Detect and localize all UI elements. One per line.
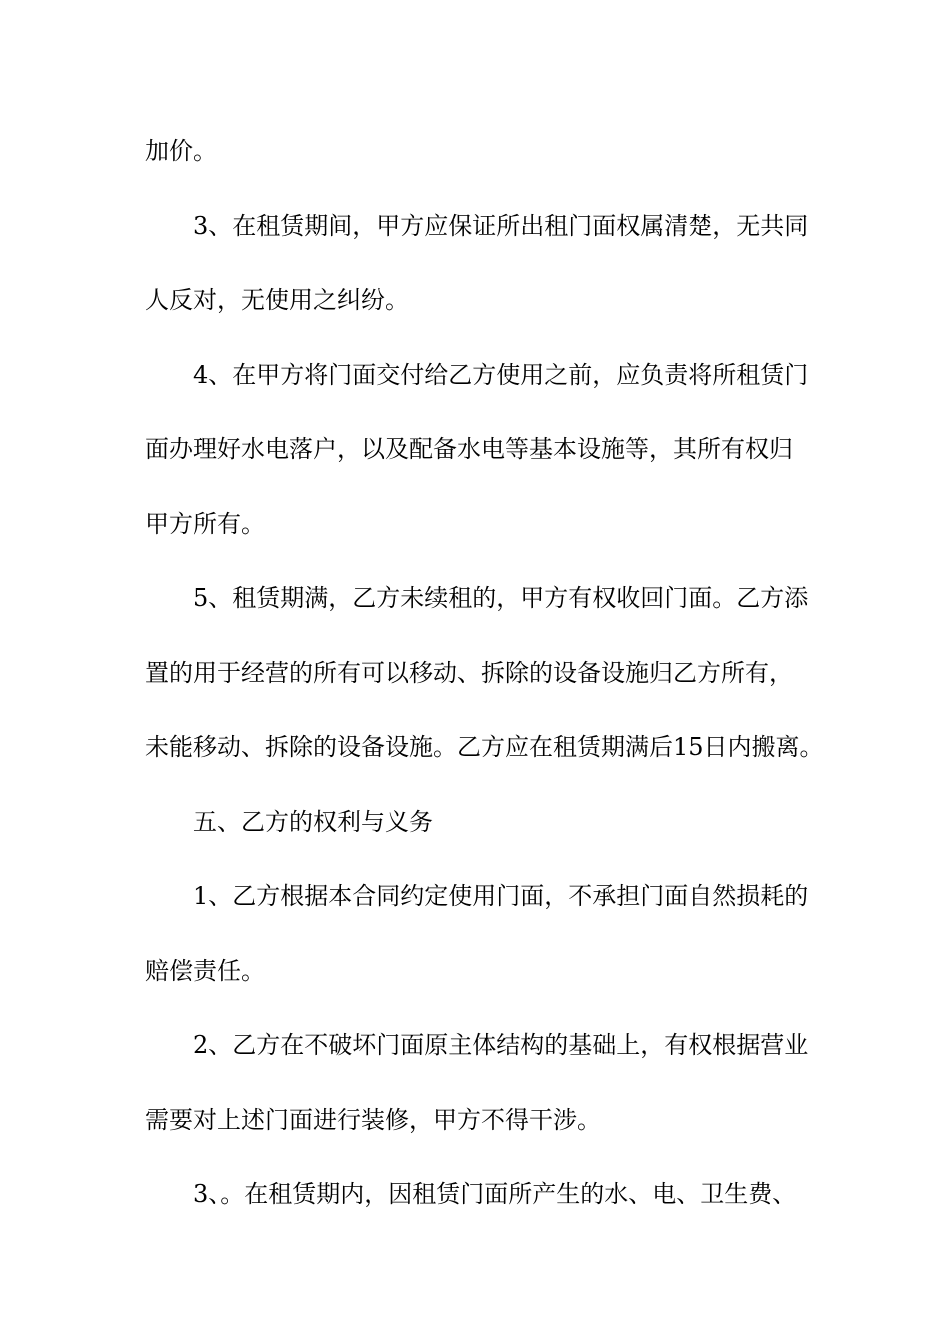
text-line: 需要对上述门面进行装修，甲方不得干涉。: [145, 1106, 601, 1134]
text-line: 未能移动、拆除的设备设施。乙方应在租赁期满后15日内搬离。: [145, 733, 824, 761]
text-line: 面办理好水电落户，以及配备水电等基本设施等，其所有权归: [145, 435, 793, 463]
text-line: 3、在租赁期间，甲方应保证所出租门面权属清楚，无共同: [193, 212, 809, 240]
text-line: 3、。在租赁期内，因租赁门面所产生的水、电、卫生费、: [193, 1180, 797, 1208]
section-heading: 五、乙方的权利与义务: [193, 808, 433, 836]
text-line: 赔偿责任。: [145, 957, 265, 985]
text-line: 5、租赁期满，乙方未续租的，甲方有权收回门面。乙方添: [193, 584, 809, 612]
text-line: 1、乙方根据本合同约定使用门面，不承担门面自然损耗的: [193, 882, 809, 910]
text-line: 加价。: [145, 137, 217, 165]
text-line: 置的用于经营的所有可以移动、拆除的设备设施归乙方所有，: [145, 659, 793, 687]
text-line: 4、在甲方将门面交付给乙方使用之前，应负责将所租赁门: [193, 361, 809, 389]
text-line: 甲方所有。: [145, 510, 265, 538]
text-line: 人反对，无使用之纠纷。: [145, 286, 409, 314]
text-line: 2、乙方在不破坏门面原主体结构的基础上，有权根据营业: [193, 1031, 809, 1059]
